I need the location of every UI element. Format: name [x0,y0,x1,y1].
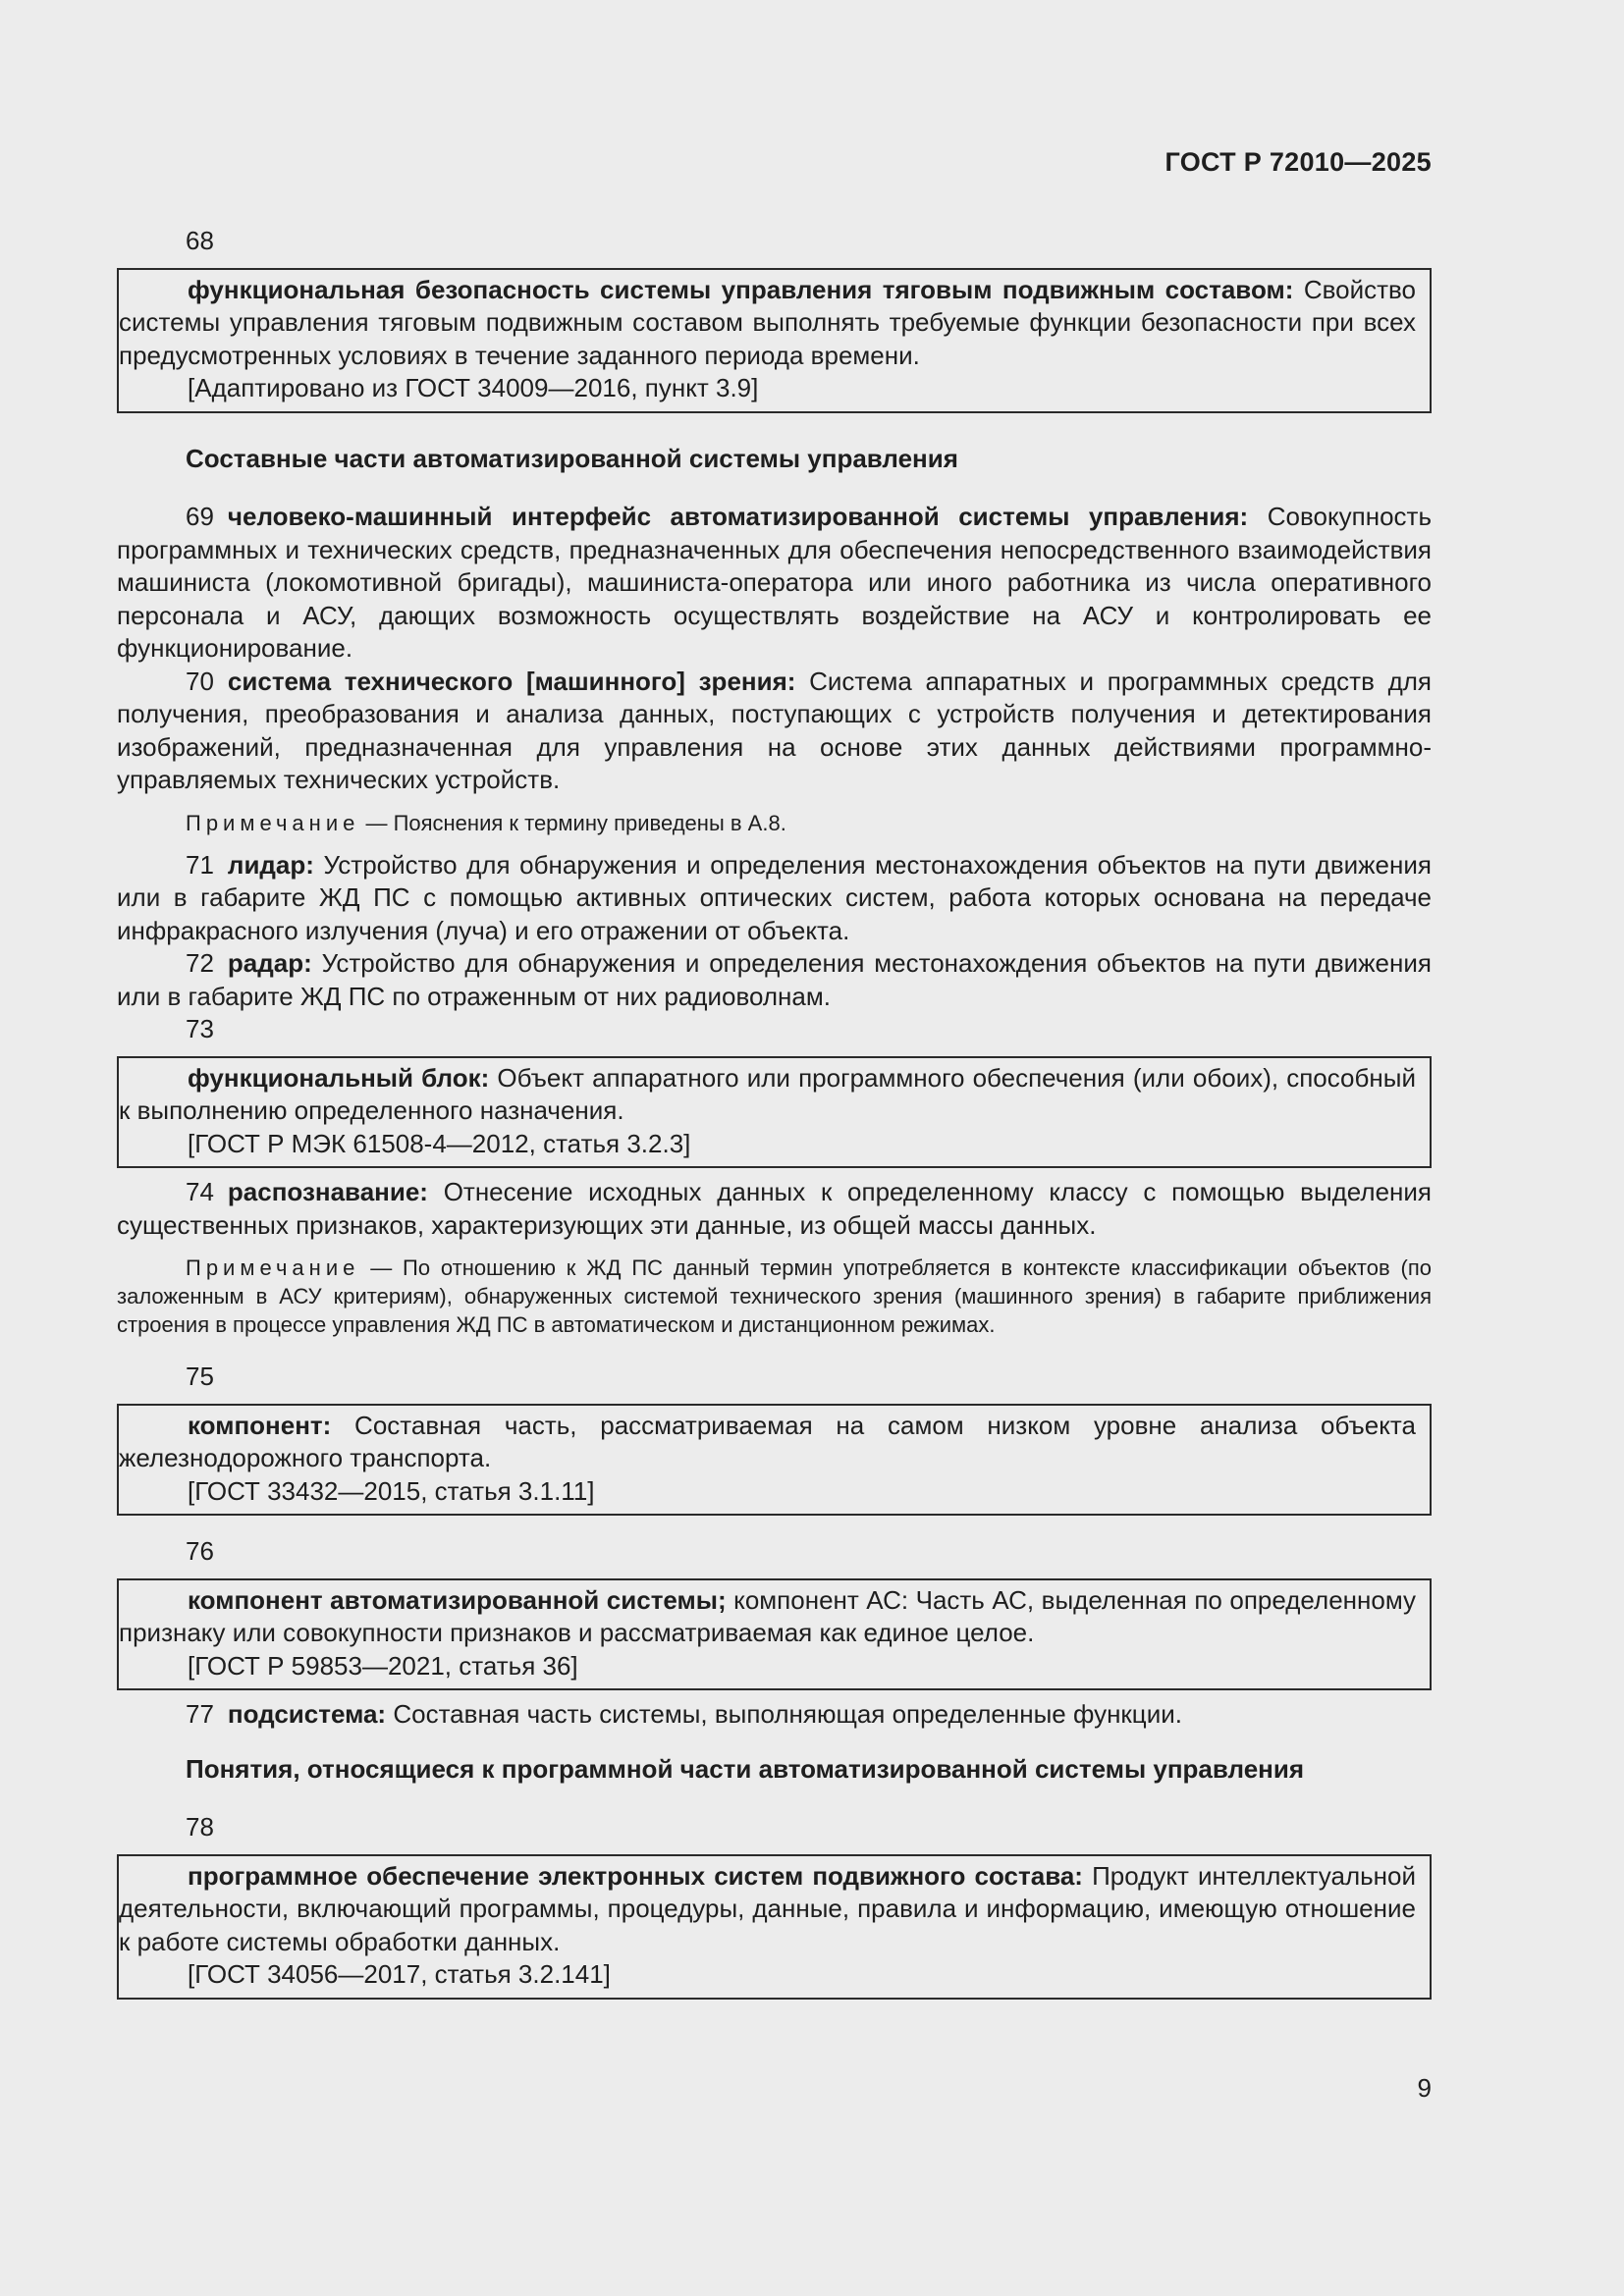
entry-number: 72 [186,948,214,978]
term-definition [119,274,1416,373]
page-number: 9 [1417,2073,1432,2103]
definition-text: Отнесение исходных данных к определенному классу с помощью выделения существенных признаков, характеризующих эти данные, из общей массы данных. [117,1177,1432,1240]
term-name: радар: [227,948,312,978]
source-reference: [ГОСТ 33432—2015, статья 3.1.11] [188,1475,595,1506]
term-entry-77 [117,1698,1432,1732]
term-name: система технического [машинного] зрения: [227,666,796,696]
term-box-68 [117,268,1432,413]
entry-number: 70 [186,666,214,696]
entry-number: 78 [186,1812,214,1842]
entry-number: 76 [186,1536,214,1566]
term-name: подсистема: [227,1699,387,1729]
term-definition [119,1584,1416,1650]
definition-text: Свойство системы управления тяговым подвижным составом выполнять требуемые функции безопасности при всех предусмотренных условиях в течение заданного периода времени. [119,274,1416,370]
term-entry-74 [117,1176,1432,1242]
term-box-78 [117,1854,1432,2000]
entry-number: 69 [186,502,214,531]
term-name: лидар: [227,849,314,880]
definition-text: Объект аппаратного или программного обеспечения (или обоих), способный к выполнению определенного назначения. [119,1062,1416,1125]
note [117,1254,1432,1339]
entry-number: 68 [186,226,214,255]
document-body [117,225,1432,2007]
definition-text: Система аппаратных и программных средств для получения, преобразования и анализа данных, поступающих с устройств получения и детектирования изображений, предназначенная для управления на основе этих данных действиями программно-управляемых технических устройств. [117,666,1432,794]
term-name: компонент автоматизированной системы; [188,1584,727,1615]
entry-number: 77 [186,1699,214,1729]
section-heading: Понятия, относящиеся к программной части автоматизированной системы управления [186,1753,1305,1784]
term-definition [119,1410,1416,1475]
note [117,809,1432,837]
document-code-header: ГОСТ Р 72010—2025 [1164,147,1432,177]
definition-text: Совокупность программных и технических средств, предназначенных для обеспечения непосредственного взаимодействия машиниста (локомотивной бригады), машиниста-оператора или иного работника из числа оперативного персонала и АСУ, дающих возможность осуществлять воздействие на АСУ и контролировать ее функционирование. [117,502,1432,663]
term-name: человеко-машинный интерфейс автоматизированной системы управления: [227,502,1249,531]
term-box-76 [117,1578,1432,1691]
entry-number: 74 [186,1177,214,1206]
source-reference: [Адаптировано из ГОСТ 34009—2016, пункт 3.9] [188,373,759,402]
definition-text: Составная часть системы, выполняющая определенные функции. [393,1699,1182,1729]
entry-number: 73 [186,1014,214,1043]
term-entry-71 [117,849,1432,948]
source-reference: [ГОСТ Р МЭК 61508-4—2012, статья 3.2.3] [188,1128,691,1158]
term-name: функциональная безопасность системы управления тяговым подвижным составом: [188,274,1294,304]
term-entry-70 [117,666,1432,797]
definition-text: Устройство для обнаружения и определения местонахождения объектов на пути движения или в габарите ЖД ПС с помощью активных оптических систем, работа которых основана на передаче инфракрасного излучения (луча) и его отражении от объекта. [117,849,1432,945]
definition-text: Часть АС, выделенная по определенному признаку или совокупности признаков и рассматриваемая как единое целое. [119,1584,1416,1647]
definition-text: Устройство для обнаружения и определения местонахождения объектов на пути движения или в габарите ЖД ПС по отраженным от них радиоволнам. [117,948,1432,1011]
term-box-75 [117,1404,1432,1517]
section-heading: Составные части автоматизированной системы управления [186,443,958,473]
term-name: компонент: [188,1410,332,1440]
term-entry-72 [117,947,1432,1013]
term-name: распознавание: [227,1177,428,1206]
entry-number: 71 [186,849,214,880]
definition-text: Составная часть, рассматриваемая на самом низком уровне анализа объекта железнодорожного транспорта. [119,1410,1416,1472]
term-box-73 [117,1056,1432,1169]
source-reference: [ГОСТ Р 59853—2021, статья 36] [188,1650,578,1681]
note-label: Примечание [186,810,360,835]
term-entry-69 [117,501,1432,666]
note-label: Примечание [186,1255,360,1280]
term-name: функциональный блок: [188,1062,490,1093]
term-name: программное обеспечение электронных систем подвижного состава: [188,1860,1083,1891]
term-definition [119,1062,1416,1128]
term-definition [119,1860,1416,1959]
note-text: — По отношению к ЖД ПС данный термин употребляется в контексте классификации объектов (по заложенным в АСУ критериям), обнаруженных системой технического зрения (машинного зрения) в габарите приближения строения в процессе управления ЖД ПС в автоматическом и дистанционном режимах. [117,1255,1432,1337]
source-reference: [ГОСТ 34056—2017, статья 3.2.141] [188,1959,611,1989]
note-text: — Пояснения к термину приведены в А.8. [359,810,786,835]
synonym-text: компонент АС: [733,1584,909,1615]
definition-text: Продукт интеллектуальной деятельности, включающий программы, процедуры, данные, правила и информацию, имеющую отношение к работе системы обработки данных. [119,1860,1417,1956]
entry-number: 75 [186,1362,214,1391]
